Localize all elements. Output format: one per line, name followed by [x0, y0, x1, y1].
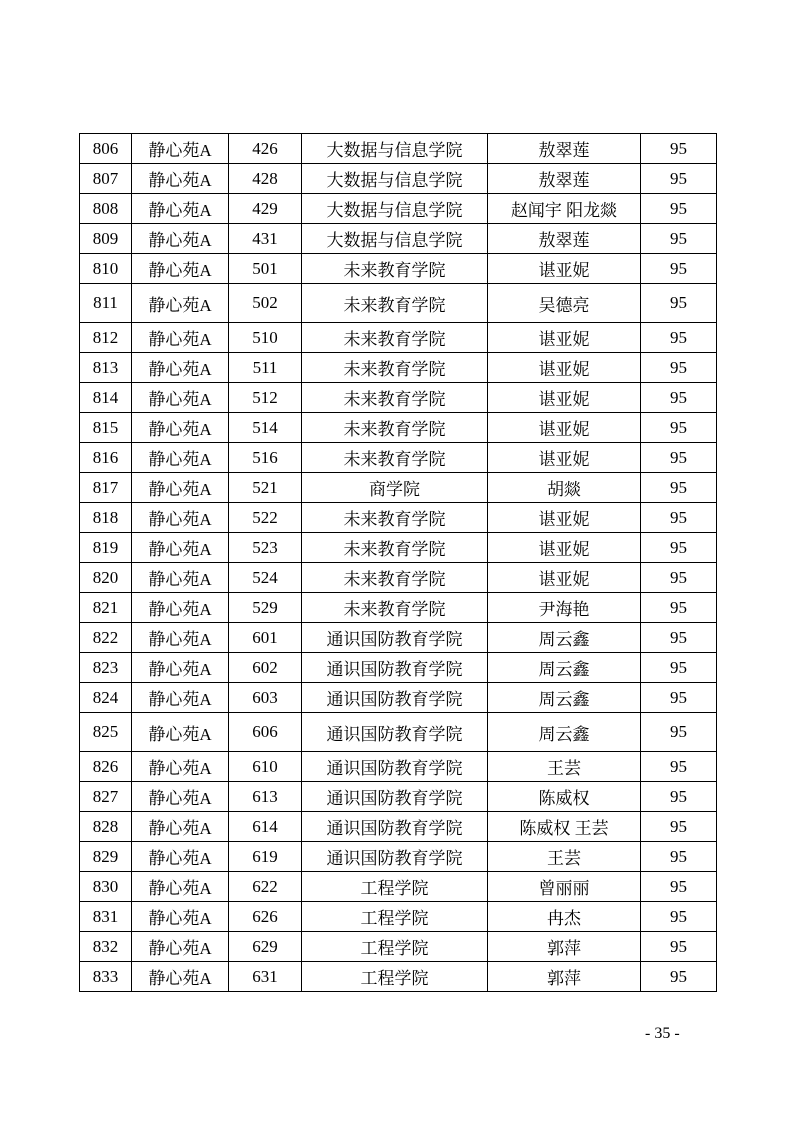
score-cell: 95 [641, 962, 717, 992]
teacher-cell: 谌亚妮 [488, 443, 641, 473]
table-row [80, 593, 717, 623]
score-cell: 95 [641, 224, 717, 254]
teacher-cell: 赵闻宇 阳龙燚 [488, 194, 641, 224]
teacher-cell: 谌亚妮 [488, 533, 641, 563]
building-cell: 静心苑A [132, 383, 229, 413]
table-row [80, 623, 717, 653]
row-number-cell: 820 [80, 563, 132, 593]
score-cell: 95 [641, 284, 717, 323]
score-cell: 95 [641, 443, 717, 473]
teacher-cell: 郭萍 [488, 932, 641, 962]
building-cell: 静心苑A [132, 932, 229, 962]
building-cell: 静心苑A [132, 653, 229, 683]
teacher-cell: 王芸 [488, 842, 641, 872]
room-number-cell: 610 [229, 752, 302, 782]
college-cell: 大数据与信息学院 [302, 194, 488, 224]
room-number-cell: 614 [229, 812, 302, 842]
college-cell: 通识国防教育学院 [302, 782, 488, 812]
building-cell: 静心苑A [132, 254, 229, 284]
table-row [80, 194, 717, 224]
teacher-cell: 胡燚 [488, 473, 641, 503]
score-cell: 95 [641, 164, 717, 194]
room-number-cell: 603 [229, 683, 302, 713]
college-cell: 未来教育学院 [302, 284, 488, 323]
building-cell: 静心苑A [132, 902, 229, 932]
college-cell: 通识国防教育学院 [302, 683, 488, 713]
score-cell: 95 [641, 194, 717, 224]
room-number-cell: 524 [229, 563, 302, 593]
college-cell: 工程学院 [302, 872, 488, 902]
teacher-cell: 谌亚妮 [488, 254, 641, 284]
room-number-cell: 516 [229, 443, 302, 473]
score-cell: 95 [641, 533, 717, 563]
table-row [80, 443, 717, 473]
college-cell: 大数据与信息学院 [302, 224, 488, 254]
table-row [80, 902, 717, 932]
building-cell: 静心苑A [132, 812, 229, 842]
row-number-cell: 810 [80, 254, 132, 284]
row-number-cell: 815 [80, 413, 132, 443]
table-row [80, 842, 717, 872]
building-cell: 静心苑A [132, 533, 229, 563]
score-cell: 95 [641, 902, 717, 932]
score-cell: 95 [641, 353, 717, 383]
table-row [80, 353, 717, 383]
college-cell: 通识国防教育学院 [302, 713, 488, 752]
score-cell: 95 [641, 383, 717, 413]
room-number-cell: 521 [229, 473, 302, 503]
score-cell: 95 [641, 872, 717, 902]
teacher-cell: 曾丽丽 [488, 872, 641, 902]
table-row [80, 563, 717, 593]
score-cell: 95 [641, 563, 717, 593]
building-cell: 静心苑A [132, 593, 229, 623]
teacher-cell: 谌亚妮 [488, 383, 641, 413]
table-body [80, 134, 717, 992]
table-row [80, 683, 717, 713]
score-cell: 95 [641, 932, 717, 962]
building-cell: 静心苑A [132, 413, 229, 443]
row-number-cell: 813 [80, 353, 132, 383]
room-number-cell: 523 [229, 533, 302, 563]
row-number-cell: 808 [80, 194, 132, 224]
college-cell: 通识国防教育学院 [302, 653, 488, 683]
score-cell: 95 [641, 653, 717, 683]
score-cell: 95 [641, 254, 717, 284]
room-number-cell: 429 [229, 194, 302, 224]
college-cell: 未来教育学院 [302, 503, 488, 533]
college-cell: 未来教育学院 [302, 413, 488, 443]
table-row [80, 752, 717, 782]
teacher-cell: 谌亚妮 [488, 353, 641, 383]
teacher-cell: 谌亚妮 [488, 413, 641, 443]
table-row [80, 932, 717, 962]
college-cell: 未来教育学院 [302, 353, 488, 383]
row-number-cell: 832 [80, 932, 132, 962]
college-cell: 通识国防教育学院 [302, 812, 488, 842]
room-number-cell: 626 [229, 902, 302, 932]
room-number-cell: 426 [229, 134, 302, 164]
teacher-cell: 冉杰 [488, 902, 641, 932]
teacher-cell: 陈威权 王芸 [488, 812, 641, 842]
college-cell: 通识国防教育学院 [302, 842, 488, 872]
score-cell: 95 [641, 752, 717, 782]
table-row [80, 254, 717, 284]
room-number-cell: 619 [229, 842, 302, 872]
row-number-cell: 825 [80, 713, 132, 752]
row-number-cell: 823 [80, 653, 132, 683]
teacher-cell: 敖翠莲 [488, 164, 641, 194]
room-number-cell: 502 [229, 284, 302, 323]
page-number: - 35 - [645, 1025, 680, 1042]
teacher-cell: 敖翠莲 [488, 134, 641, 164]
table-row [80, 962, 717, 992]
row-number-cell: 812 [80, 323, 132, 353]
table-row [80, 383, 717, 413]
score-cell: 95 [641, 782, 717, 812]
row-number-cell: 822 [80, 623, 132, 653]
row-number-cell: 809 [80, 224, 132, 254]
building-cell: 静心苑A [132, 503, 229, 533]
college-cell: 未来教育学院 [302, 593, 488, 623]
table-row [80, 473, 717, 503]
teacher-cell: 周云鑫 [488, 653, 641, 683]
building-cell: 静心苑A [132, 683, 229, 713]
room-number-cell: 501 [229, 254, 302, 284]
table-row [80, 323, 717, 353]
teacher-cell: 谌亚妮 [488, 503, 641, 533]
teacher-cell: 谌亚妮 [488, 323, 641, 353]
teacher-cell: 周云鑫 [488, 623, 641, 653]
building-cell: 静心苑A [132, 164, 229, 194]
teacher-cell: 尹海艳 [488, 593, 641, 623]
building-cell: 静心苑A [132, 962, 229, 992]
college-cell: 工程学院 [302, 902, 488, 932]
teacher-cell: 陈威权 [488, 782, 641, 812]
row-number-cell: 826 [80, 752, 132, 782]
building-cell: 静心苑A [132, 443, 229, 473]
college-cell: 工程学院 [302, 962, 488, 992]
row-number-cell: 818 [80, 503, 132, 533]
building-cell: 静心苑A [132, 563, 229, 593]
college-cell: 未来教育学院 [302, 563, 488, 593]
row-number-cell: 821 [80, 593, 132, 623]
dormitory-score-table [79, 133, 717, 992]
building-cell: 静心苑A [132, 353, 229, 383]
teacher-cell: 谌亚妮 [488, 563, 641, 593]
score-cell: 95 [641, 812, 717, 842]
room-number-cell: 613 [229, 782, 302, 812]
college-cell: 未来教育学院 [302, 323, 488, 353]
row-number-cell: 807 [80, 164, 132, 194]
table-row [80, 812, 717, 842]
score-cell: 95 [641, 503, 717, 533]
teacher-cell: 王芸 [488, 752, 641, 782]
row-number-cell: 831 [80, 902, 132, 932]
room-number-cell: 510 [229, 323, 302, 353]
building-cell: 静心苑A [132, 713, 229, 752]
building-cell: 静心苑A [132, 782, 229, 812]
room-number-cell: 428 [229, 164, 302, 194]
score-cell: 95 [641, 413, 717, 443]
building-cell: 静心苑A [132, 473, 229, 503]
row-number-cell: 824 [80, 683, 132, 713]
score-cell: 95 [641, 134, 717, 164]
table-row [80, 713, 717, 752]
score-cell: 95 [641, 713, 717, 752]
row-number-cell: 819 [80, 533, 132, 563]
building-cell: 静心苑A [132, 323, 229, 353]
table-row [80, 413, 717, 443]
college-cell: 未来教育学院 [302, 443, 488, 473]
teacher-cell: 敖翠莲 [488, 224, 641, 254]
row-number-cell: 830 [80, 872, 132, 902]
teacher-cell: 郭萍 [488, 962, 641, 992]
table-row [80, 164, 717, 194]
building-cell: 静心苑A [132, 134, 229, 164]
table-row [80, 872, 717, 902]
score-cell: 95 [641, 323, 717, 353]
college-cell: 大数据与信息学院 [302, 134, 488, 164]
row-number-cell: 811 [80, 284, 132, 323]
building-cell: 静心苑A [132, 224, 229, 254]
score-cell: 95 [641, 623, 717, 653]
row-number-cell: 827 [80, 782, 132, 812]
college-cell: 未来教育学院 [302, 383, 488, 413]
row-number-cell: 828 [80, 812, 132, 842]
building-cell: 静心苑A [132, 872, 229, 902]
building-cell: 静心苑A [132, 194, 229, 224]
college-cell: 未来教育学院 [302, 533, 488, 563]
building-cell: 静心苑A [132, 623, 229, 653]
college-cell: 工程学院 [302, 932, 488, 962]
room-number-cell: 629 [229, 932, 302, 962]
room-number-cell: 514 [229, 413, 302, 443]
teacher-cell: 周云鑫 [488, 713, 641, 752]
table-row [80, 284, 717, 323]
room-number-cell: 512 [229, 383, 302, 413]
room-number-cell: 431 [229, 224, 302, 254]
building-cell: 静心苑A [132, 752, 229, 782]
row-number-cell: 816 [80, 443, 132, 473]
row-number-cell: 817 [80, 473, 132, 503]
college-cell: 大数据与信息学院 [302, 164, 488, 194]
room-number-cell: 622 [229, 872, 302, 902]
table-row [80, 653, 717, 683]
score-cell: 95 [641, 593, 717, 623]
score-cell: 95 [641, 473, 717, 503]
row-number-cell: 814 [80, 383, 132, 413]
college-cell: 通识国防教育学院 [302, 752, 488, 782]
table-row [80, 782, 717, 812]
room-number-cell: 631 [229, 962, 302, 992]
table-row [80, 533, 717, 563]
room-number-cell: 606 [229, 713, 302, 752]
row-number-cell: 833 [80, 962, 132, 992]
building-cell: 静心苑A [132, 284, 229, 323]
college-cell: 商学院 [302, 473, 488, 503]
room-number-cell: 522 [229, 503, 302, 533]
table-row [80, 224, 717, 254]
room-number-cell: 601 [229, 623, 302, 653]
score-cell: 95 [641, 842, 717, 872]
college-cell: 未来教育学院 [302, 254, 488, 284]
teacher-cell: 吴德亮 [488, 284, 641, 323]
score-cell: 95 [641, 683, 717, 713]
building-cell: 静心苑A [132, 842, 229, 872]
table-row [80, 134, 717, 164]
row-number-cell: 829 [80, 842, 132, 872]
room-number-cell: 529 [229, 593, 302, 623]
room-number-cell: 602 [229, 653, 302, 683]
table-row [80, 503, 717, 533]
college-cell: 通识国防教育学院 [302, 623, 488, 653]
teacher-cell: 周云鑫 [488, 683, 641, 713]
row-number-cell: 806 [80, 134, 132, 164]
room-number-cell: 511 [229, 353, 302, 383]
